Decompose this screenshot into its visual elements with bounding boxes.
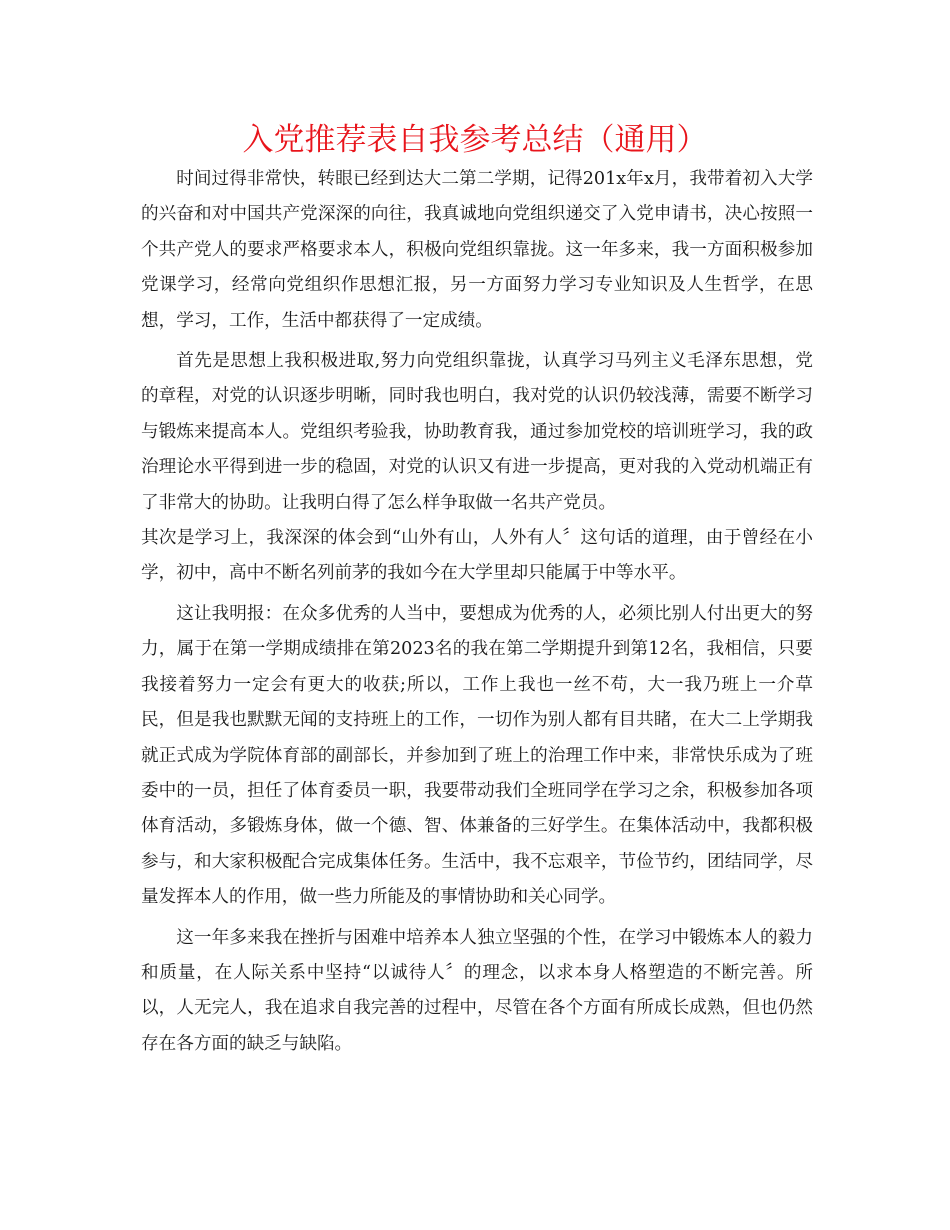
paragraph-work: 这让我明报：在众多优秀的人当中，要想成为优秀的人，必须比别人付出更大的努力，属于在第一学期成绩排在第2023名的我在第二学期提升到第12名，我相信，只要我接着努力一定会有更大的收获;所以，工作上我也一丝不苟，大一我乃班上一介草民，但是我也默默无闻的支持班上的工作，一切作为别人都有目共睹，在大二上学期我就正式成为学院体育部的副部长，并参加到了班上的治理工作中来，非常快乐成为了班委中的一员，担任了体育委员一职，我要带动我们全班同学在学习之余，积极参加各项体育活动，多锻炼身体，做一个德、智、体兼备的三好学生。在集体活动中，我都积极参与，和大家积极配合完成集体任务。生活中，我不忘艰辛，节俭节约，团结同学，尽量发挥本人的作用，做一些力所能及的事情协助和关心同学。 xyxy=(141,603,813,908)
paragraph-intro: 时间过得非常快，转眼已经到达大二第二学期，记得201x年x月，我带着初入大学的兴奋和对中国共产党深深的向往，我真诚地向党组织递交了入党申请书，决心按照一个共产党人的要求严格要求本人，积极向党组织靠拢。这一年多来，我一方面积极参加党课学习，经常向党组织作思想汇报，另一方面努力学习专业知识及人生哲学，在思想，学习，工作，生活中都获得了一定成绩。 xyxy=(141,169,813,331)
paragraph-study: 其次是学习上，我深深的体会到“山外有山，人外有人〞这句话的道理，由于曾经在小学，初中，高中不断名列前茅的我如今在大学里却只能属于中等水平。 xyxy=(141,528,813,584)
paragraph-conclusion: 这一年多来我在挫折与困难中培养本人独立坚强的个性，在学习中锻炼本人的毅力和质量，在人际关系中坚持“以诚待人〞的理念，以求本身人格塑造的不断完善。所以，人无完人，我在追求自我完善的过程中，尽管在各个方面有所成长成熟，但也仍然存在各方面的缺乏与缺陷。 xyxy=(141,927,813,1054)
document-body xyxy=(141,162,813,1062)
paragraph-ideology: 首先是思想上我积极进取,努力向党组织靠拢，认真学习马列主义毛泽东思想，党的章程，对党的认识逐步明晰，同时我也明白，我对党的认识仍较浅薄，需要不断学习与锻炼来提高本人。党组织考验我，协助教育我，通过参加党校的培训班学习，我的政治理论水平得到进一步的稳固，对党的认识又有进一步提高，更对我的入党动机端正有了非常大的协助。让我明白得了怎么样争取做一名共产党员。 xyxy=(141,351,813,513)
document-title: 入党推荐表自我参考总结（通用） xyxy=(242,122,708,158)
